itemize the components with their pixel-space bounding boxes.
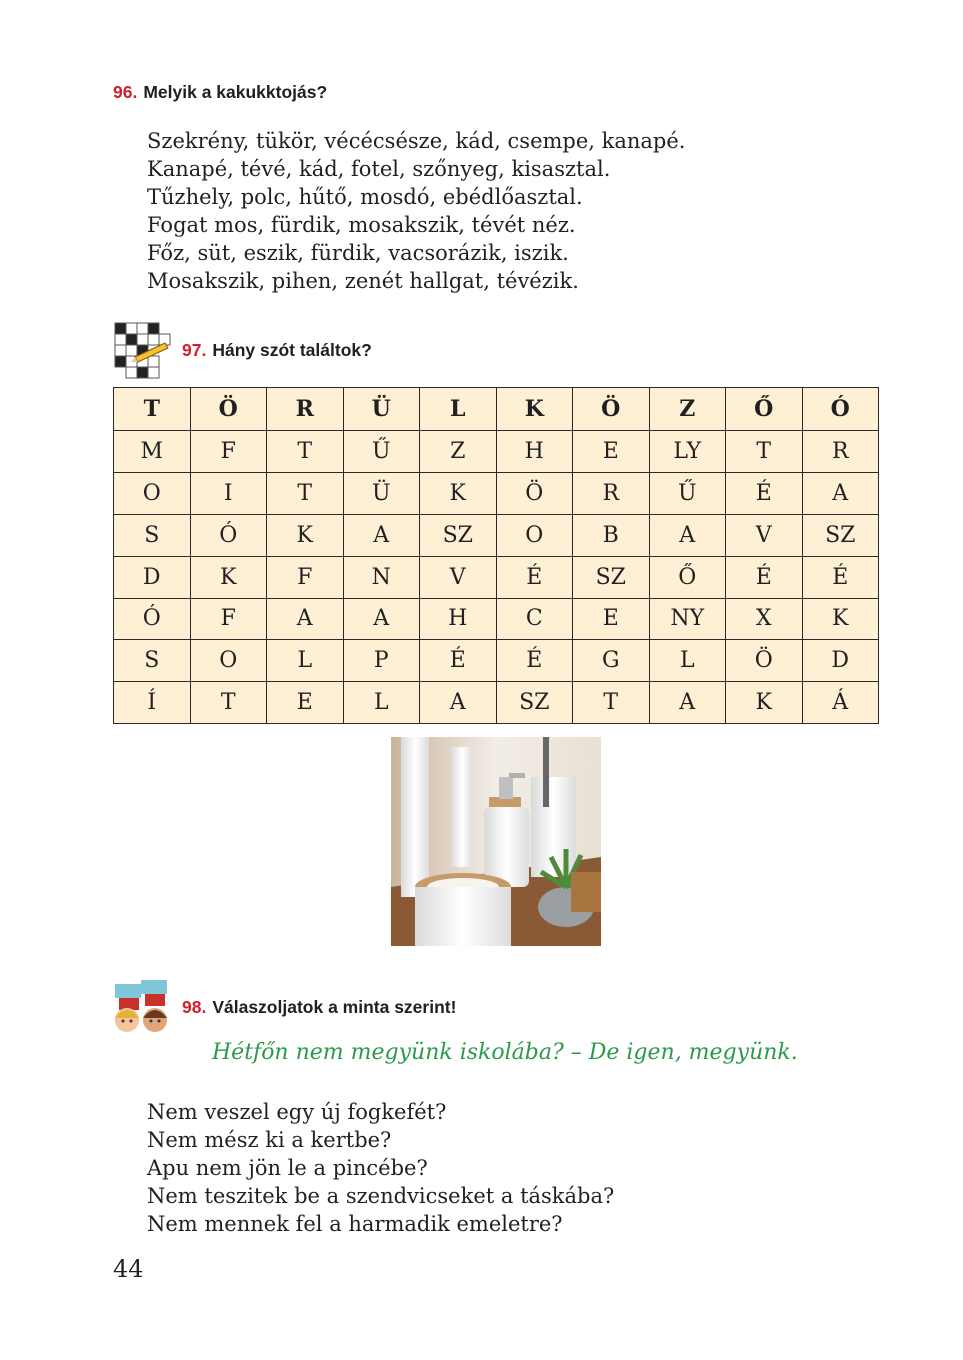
grid-cell: SZ [496, 682, 573, 724]
exercise-title: Válaszoljatok a minta szerint! [212, 997, 457, 1017]
text-line: Nem teszitek be a szendvicseket a táskába? [147, 1184, 615, 1208]
text-line: Nem mennek fel a harmadik emeletre? [147, 1212, 563, 1236]
grid-cell: L [420, 388, 497, 431]
grid-cell: O [114, 473, 191, 515]
grid-cell: L [267, 640, 344, 682]
grid-cell: Ó [190, 515, 267, 557]
grid-cell: T [573, 682, 650, 724]
exercise-96-heading [113, 82, 327, 103]
grid-row [114, 682, 879, 724]
grid-cell: K [190, 556, 267, 598]
grid-cell: É [726, 473, 803, 515]
bathroom-accessories-photo [391, 737, 601, 946]
grid-cell: Ó [802, 388, 879, 431]
text-line: Tűzhely, polc, hűtő, mosdó, ebédlőasztal. [147, 185, 583, 209]
grid-cell: É [496, 640, 573, 682]
grid-cell: Í [114, 682, 191, 724]
text-line: Fogat mos, fürdik, mosakszik, tévét néz. [147, 213, 576, 237]
grid-cell: M [114, 431, 191, 473]
grid-cell: E [573, 431, 650, 473]
grid-cell: L [343, 682, 420, 724]
grid-cell: F [190, 431, 267, 473]
grid-row [114, 515, 879, 557]
grid-cell: A [267, 598, 344, 640]
grid-cell: A [802, 473, 879, 515]
grid-cell: I [190, 473, 267, 515]
grid-cell: Z [420, 431, 497, 473]
grid-cell: X [726, 598, 803, 640]
grid-cell: S [114, 640, 191, 682]
grid-cell: Ő [649, 556, 726, 598]
grid-row [114, 640, 879, 682]
grid-cell: E [573, 598, 650, 640]
grid-cell: E [267, 682, 344, 724]
grid-cell: O [496, 515, 573, 557]
grid-cell: É [726, 556, 803, 598]
grid-cell: S [114, 515, 191, 557]
text-line: Apu nem jön le a pincébe? [147, 1156, 428, 1180]
grid-cell: P [343, 640, 420, 682]
exercise-97-heading [182, 340, 372, 361]
grid-cell: Ö [496, 473, 573, 515]
grid-cell: C [496, 598, 573, 640]
grid-row [114, 556, 879, 598]
grid-cell: Ü [343, 473, 420, 515]
text-line: Nem mész ki a kertbe? [147, 1128, 392, 1152]
grid-cell: K [267, 515, 344, 557]
grid-cell: Á [802, 682, 879, 724]
grid-row [114, 388, 879, 431]
grid-cell: Ó [114, 598, 191, 640]
grid-cell: K [420, 473, 497, 515]
exercise-98-heading [182, 997, 456, 1018]
grid-cell: F [190, 598, 267, 640]
word-search-grid [113, 387, 879, 724]
grid-cell: A [649, 682, 726, 724]
page-number: 44 [113, 1255, 144, 1283]
grid-cell: H [420, 598, 497, 640]
text-line: Nem veszel egy új fogkefét? [147, 1100, 447, 1124]
grid-cell: H [496, 431, 573, 473]
exercise-title: Hány szót találtok? [212, 340, 372, 360]
example-sentence: Hétfőn nem megyünk iskolába? – De igen, megyünk. [212, 1040, 798, 1065]
grid-cell: SZ [420, 515, 497, 557]
grid-cell: V [420, 556, 497, 598]
exercise-number: 98. [182, 997, 207, 1017]
grid-cell: D [802, 640, 879, 682]
grid-cell: A [343, 515, 420, 557]
exercise-96-lines [147, 127, 685, 295]
grid-cell: R [573, 473, 650, 515]
grid-cell: Z [649, 388, 726, 431]
grid-cell: Ö [726, 640, 803, 682]
grid-cell: Ű [649, 473, 726, 515]
grid-cell: Ű [343, 431, 420, 473]
grid-cell: Ü [343, 388, 420, 431]
grid-cell: A [343, 598, 420, 640]
grid-cell: A [420, 682, 497, 724]
children-speech-bubbles-icon [113, 978, 171, 1036]
grid-cell: K [726, 682, 803, 724]
grid-cell: T [267, 473, 344, 515]
exercise-98-lines [147, 1098, 614, 1238]
grid-row [114, 431, 879, 473]
grid-cell: Ö [190, 388, 267, 431]
grid-cell: É [496, 556, 573, 598]
exercise-number: 97. [182, 340, 207, 360]
exercise-title: Melyik a kakukktojás? [143, 82, 328, 102]
exercise-number: 96. [113, 82, 138, 102]
grid-cell: L [649, 640, 726, 682]
grid-cell: Ö [573, 388, 650, 431]
grid-cell: K [802, 598, 879, 640]
grid-cell: É [802, 556, 879, 598]
grid-cell: SZ [573, 556, 650, 598]
grid-cell: K [496, 388, 573, 431]
grid-cell: R [802, 431, 879, 473]
grid-cell: NY [649, 598, 726, 640]
grid-cell: D [114, 556, 191, 598]
crossword-pencil-icon [113, 321, 171, 379]
text-line: Főz, süt, eszik, fürdik, vacsorázik, iszik. [147, 241, 569, 265]
grid-cell: T [726, 431, 803, 473]
grid-cell: A [649, 515, 726, 557]
grid-row [114, 473, 879, 515]
grid-cell: O [190, 640, 267, 682]
grid-cell: SZ [802, 515, 879, 557]
text-line: Szekrény, tükör, vécécsésze, kád, csempe, kanapé. [147, 129, 686, 153]
grid-cell: B [573, 515, 650, 557]
grid-cell: N [343, 556, 420, 598]
text-line: Kanapé, tévé, kád, fotel, szőnyeg, kisasztal. [147, 157, 611, 181]
grid-cell: G [573, 640, 650, 682]
grid-row [114, 598, 879, 640]
grid-cell: T [190, 682, 267, 724]
text-line: Mosakszik, pihen, zenét hallgat, tévézik. [147, 269, 579, 293]
grid-cell: É [420, 640, 497, 682]
grid-cell: Ő [726, 388, 803, 431]
grid-cell: T [114, 388, 191, 431]
grid-cell: F [267, 556, 344, 598]
grid-cell: LY [649, 431, 726, 473]
grid-cell: R [267, 388, 344, 431]
grid-cell: T [267, 431, 344, 473]
grid-cell: V [726, 515, 803, 557]
